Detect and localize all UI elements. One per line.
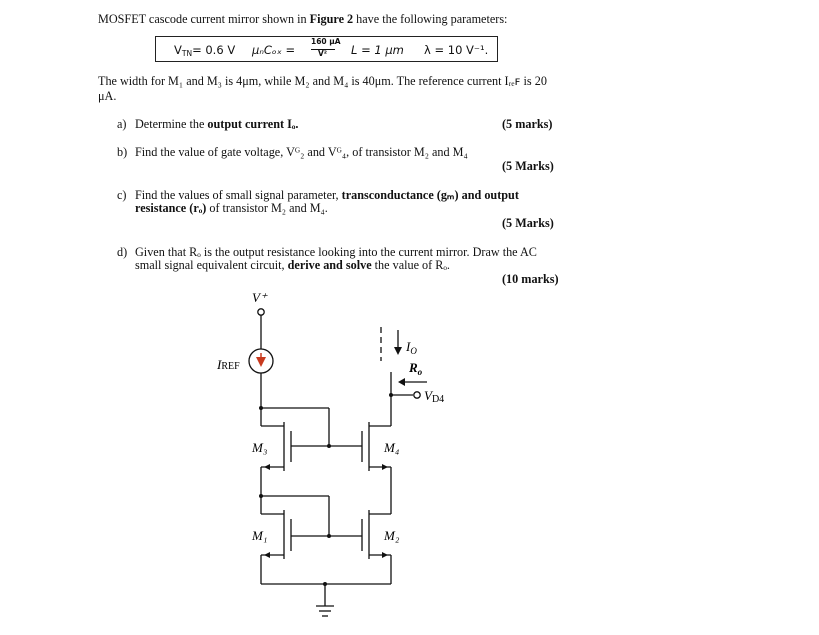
param-uncox-num: 160 μA bbox=[311, 37, 341, 46]
junction-dot bbox=[327, 534, 331, 538]
question-b-text: Find the value of gate voltage, Vᴳ₂ and Vᴳ₄, of transistor M₂ and M₄ bbox=[135, 145, 468, 159]
vd4-label: VD4 bbox=[424, 388, 445, 405]
vd4-terminal-icon bbox=[414, 392, 420, 398]
junction-dot bbox=[327, 444, 331, 448]
param-vtn: VTN= 0.6 V bbox=[174, 43, 236, 58]
question-c-line-1: Find the values of small signal parameter, transconductance (gₘ) and output bbox=[135, 188, 519, 202]
figure-ref: Figure 2 bbox=[309, 12, 354, 26]
question-a-marks: (5 marks) bbox=[502, 117, 553, 131]
question-d-line-1: Given that Rₒ is the output resistance looking into the current mirror. Draw the AC bbox=[135, 245, 537, 259]
m3-label: M₃ bbox=[252, 440, 268, 455]
junction-dot bbox=[323, 582, 327, 586]
m2-source-arrow-icon bbox=[382, 552, 388, 558]
junction-dot bbox=[259, 494, 263, 498]
iref-label: IREF bbox=[217, 357, 240, 372]
m1-label: M₁ bbox=[252, 528, 268, 543]
m1-source-arrow-icon bbox=[264, 552, 270, 558]
junction-dot bbox=[389, 393, 393, 397]
question-d-marks: (10 marks) bbox=[502, 272, 559, 286]
ro-label: $R_o$ bbox=[409, 360, 423, 377]
description-line-1: The width for M₁ and M₃ is 4μm, while M₂ and M₄ is 40μm. The reference current Iᵣₑꜰ is 20 bbox=[98, 74, 547, 88]
description-line-2: μA. bbox=[98, 89, 117, 103]
question-c-marks: (5 Marks) bbox=[502, 216, 554, 230]
m3-source-arrow-icon bbox=[264, 464, 270, 470]
question-a-text: Determine the output current Iₒ. bbox=[135, 117, 299, 131]
question-b-label: b) bbox=[117, 145, 128, 159]
junction-dot bbox=[259, 406, 263, 410]
question-d-line-2: small signal equivalent circuit, derive and solve the value of Rₒ. bbox=[135, 258, 450, 272]
intro-prefix: MOSFET cascode current mirror shown in bbox=[98, 12, 310, 26]
vplus-terminal-icon bbox=[258, 309, 264, 315]
param-uncox: μₙCₒₓ = bbox=[252, 43, 296, 57]
io-label: $I_O$ bbox=[406, 339, 417, 356]
m4-source-arrow-icon bbox=[382, 464, 388, 470]
intro-suffix: have the following parameters: bbox=[353, 12, 508, 26]
question-a-label: a) bbox=[117, 117, 127, 131]
m4-label: M₄ bbox=[384, 440, 400, 455]
question-c-label: c) bbox=[117, 188, 127, 202]
param-uncox-den: V² bbox=[318, 49, 328, 58]
param-lambda: λ = 10 V⁻¹. bbox=[424, 43, 489, 57]
question-b-marks: (5 Marks) bbox=[502, 159, 554, 173]
param-length: L = 1 μm bbox=[351, 43, 404, 57]
question-d-label: d) bbox=[117, 245, 128, 259]
m2-label: M₂ bbox=[384, 528, 400, 543]
vplus-label: V⁺ bbox=[252, 290, 267, 305]
question-c-line-2: resistance (rₒ) of transistor M₂ and M₄. bbox=[135, 201, 328, 215]
